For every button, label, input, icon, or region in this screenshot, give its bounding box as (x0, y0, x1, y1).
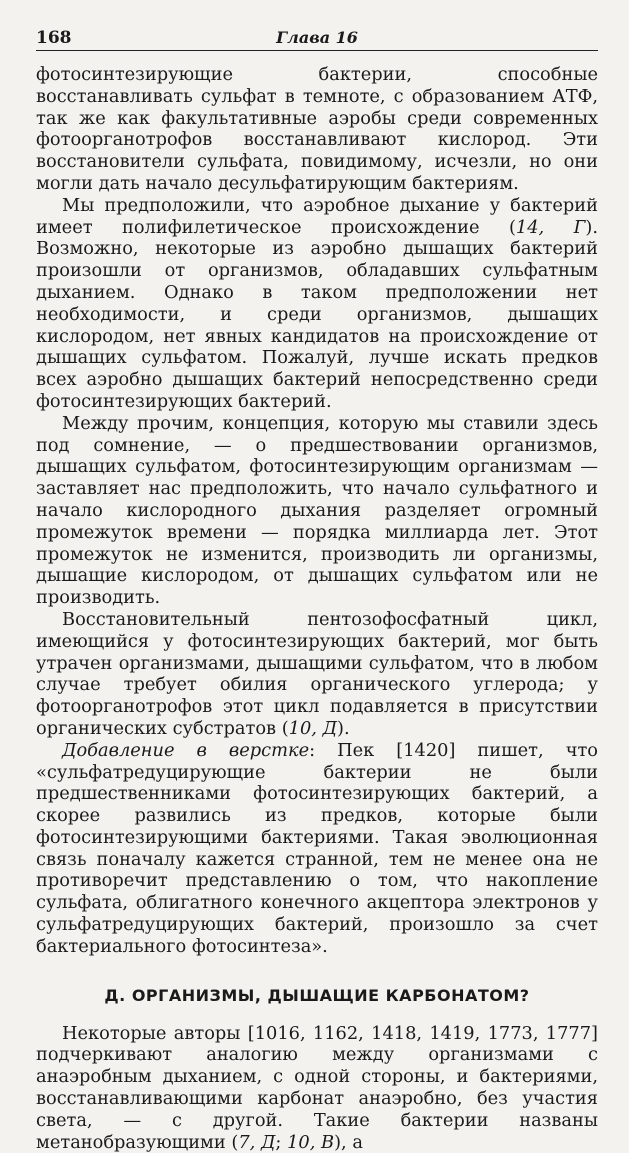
text-run: фотосинтезирующие бактерии, способные восстанавливать сульфат в темноте, с образованием АТФ, так же как факультативные аэробы среди современных фотоорганотрофов восстанавливают кислород. Эти восстановители сульфата, повидимому, исчезли, но они могли дать начало десульфатирующим бактериям. (36, 64, 598, 194)
page-body (36, 64, 598, 1153)
text-run: : Пек [1420] пишет, что «сульфатредуцирующие бактерии не были предшественниками фотосинтезирующих бактерий, а скорее развились из предков, которые были фотосинтезирующими бактериями. Такая эволюционная связь поначалу кажется странной, тем не менее она не противоречит представлению о том, что накопление сульфата, облигатного конечного акцептора электронов у сульфатредуцирующих бактерий, произошло за счет бактериального фотосинтеза». (36, 739, 598, 957)
section-heading: Д. ОРГАНИЗМЫ, ДЫШАЩИЕ КАРБОНАТОМ? (104, 985, 530, 1005)
paragraph (36, 64, 598, 195)
text-run: Между прочим, концепция, которую мы ставили здесь под сомнение, — о предшествовании организмов, дышащих сульфатом, фотосинтезирующим организмам — заставляет нас предположить, что начало сульфатного и начало кислородного дыхания разделяет огромный промежуток времени — порядка миллиарда лет. Этот промежуток не изменится, производить ли организмы, дышащие кислородом, от дышащих сульфатом или не производить. (36, 412, 598, 609)
paragraph (36, 413, 598, 609)
text-run: Мы предположили, что аэробное дыхание у бактерий имеет полифилетическое происхождение ( (36, 194, 598, 238)
text-run: ). Возможно, некоторые из аэробно дышащих бактерий произошли от организмов, обладавших сульфатным дыханием. Однако в таком предположении нет необходимости, и среди организмов, дышащих кислородом, нет явных кандидатов на происхождение от дышащих сульфатом. Пожалуй, лучше искать предков всех аэробно дышащих бактерий непосредственно среди фотосинтезирующих бактерий. (36, 216, 598, 412)
paragraph (36, 195, 598, 413)
text-run: Восстановительный пентозофосфатный цикл, имеющийся у фотосинтезирующих бактерий, мог быть утрачен организмами, дышащими сульфатом, что в любом случае требует обилия органического углерода; у фотоорганотрофов этот цикл подавляется в присутствии органических субстратов ( (36, 608, 598, 739)
italic-text: 10, В (287, 1131, 335, 1153)
text-run: ), а (334, 1131, 363, 1153)
running-header (36, 28, 598, 51)
paragraphs (36, 64, 598, 958)
italic-text: 14, Г (515, 216, 586, 238)
italic-text: Добавление в верстке (62, 739, 310, 761)
paragraph (36, 609, 598, 740)
text-run: Некоторые авторы [1016, 1162, 1418, 1419, 1773, 1777] подчеркивают аналогию между организмами с анаэробным дыханием, с одной стороны, и бактериями, восстанавливающими карбонат анаэробно, без участия света, — с другой. Такие бактерии названы метанобразующими ( (36, 1022, 598, 1153)
text-run: ). (337, 717, 350, 739)
paragraph (36, 740, 598, 958)
paragraph (36, 1023, 598, 1153)
page-number: 168 (36, 28, 72, 48)
italic-text: 10, Д (288, 717, 338, 739)
chapter-title: Глава 16 (276, 28, 358, 47)
section-paragraphs (36, 1023, 598, 1153)
text-run: ; (275, 1131, 288, 1153)
italic-text: 7, Д (238, 1131, 276, 1153)
